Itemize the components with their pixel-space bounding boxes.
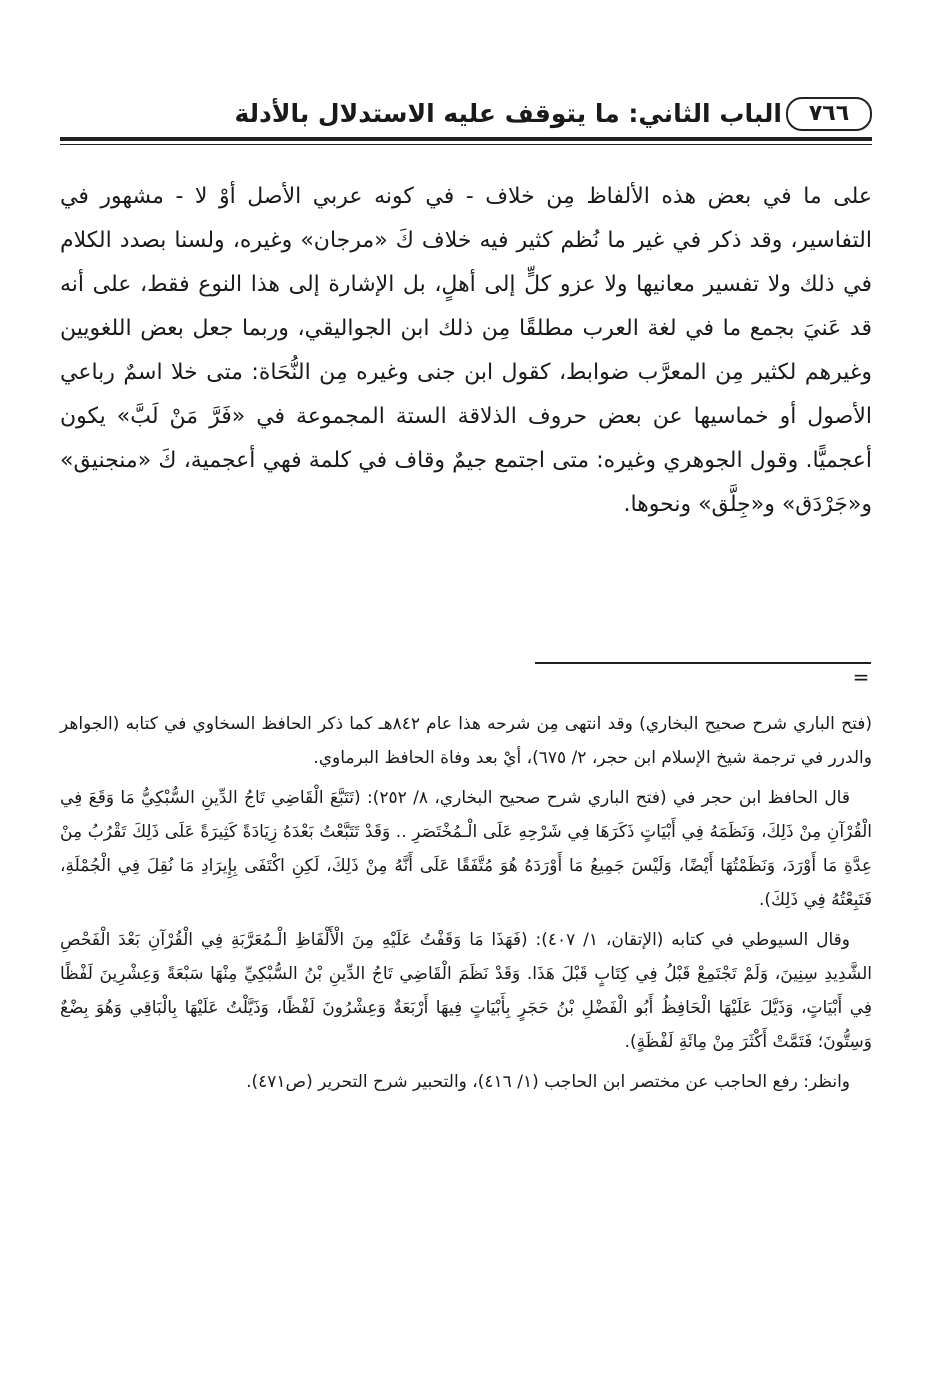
footnote-paragraph: (فتح الباري شرح صحيح البخاري) وقد انتهى مِن شرحه هذا عام ٨٤٢هـ كما ذكر الحافظ السخاوي في كتابه (الجواهر والدرر في ترجمة شيخ الإسلام ابن حجر، ٢/ ٦٧٥)، أيْ بعد وفاة الحافظ البرماوي. [60, 714, 872, 768]
footnote-paragraph: وقال السيوطي في كتابه (الإتقان، ١/ ٤٠٧): (فَهَذَا مَا وَقَفْتُ عَلَيْهِ مِنَ الْأَلْفَاظِ الْـمُعَرَّبَةِ فِي الْقُرْآنِ بَعْدَ الْفَحْصِ الشَّدِيدِ سِنِينَ، وَلَمْ تَجْتَمِعْ قَبْلُ فِي كِتَابٍ قَبْلَ هَذَا. وَقَدْ نَظَمَ الْقَاضِي تَاجُ الدِّينِ بْنُ السُّبْكِيِّ مِنْهَا سَبْعَةً وَعِشْرِينَ لَفْظًا فِي أَبْيَاتٍ، وَذَيَّلَ عَلَيْهَا الْحَافِظُ أَبُو الْفَضْلِ بْنُ حَجَرٍ بِأَبْيَاتٍ فِيهَا أَرْبَعَةٌ وَعِشْرُونَ لَفْظًا، وَذَيَّلْتُ عَلَيْهَا بِالْبَاقِي وَهُوَ بِضْعٌ وَسِتُّونَ؛ فَتَمَّتْ أَكْثَرَ مِنْ مِائَةِ لَفْظَةٍ). [60, 930, 872, 1052]
page-header [60, 95, 872, 145]
footnote-separator [535, 662, 871, 664]
footnote-paragraph: قال الحافظ ابن حجر في (فتح الباري شرح صحيح البخاري، ٨/ ٢٥٢): (تَتَبَّعَ الْقَاضِي تَاجُ الدِّينِ السُّبْكِيُّ مَا وَقَعَ فِي الْقُرْآنِ مِنْ ذَلِكَ، وَنَظَمَهُ فِي أَبْيَاتٍ ذَكَرَهَا فِي شَرْحِهِ عَلَى الْـمُخْتَصَرِ .. وَقَدْ تَتَبَّعْتُ بَعْدَهُ زِيَادَةً كَثِيرَةً عَلَى ذَلِكَ تَقْرُبُ مِنْ عِدَّةِ مَا أَوْرَدَ، وَنَظَمْتُهَا أَيْضًا، وَلَيْسَ جَمِيعُ مَا أَوْرَدَهُ هُوَ مُتَّفَقًا عَلَى أَنَّهُ مِنْ ذَلِكَ، لَكِنِ اكْتَفَى بِإِيرَادِ مَا نُقِلَ فِي الْجُمْلَةِ، فَتَبِعْتُهُ فِي ذَلِكَ). [60, 788, 872, 910]
main-paragraph: على ما في بعض هذه الألفاظ مِن خلاف - في كونه عربي الأصل أوْ لا - مشهور في التفاسير، وقد ذكر في غير ما نُظم كثير فيه خلاف كَ «مرجان» وغيره، ولسنا بصدد الكلام في ذلك ولا تفسير معانيها ولا عزو كلٍّ إلى أهلٍ، بل الإشارة إلى هذا النوع فقط، على أنه قد عَنيَ بجمع ما في لغة العرب مطلقًا مِن ذلك ابن الجواليقي، وربما جعل بعض اللغويين وغيرهم لكثير مِن المعرَّب ضوابط، كقول ابن جنى وغيره مِن النُّحَاة: متى خلا اسمٌ رباعي الأصول أو خماسيها عن بعض حروف الذلاقة الستة المجموعة في «فَرَّ مَنْ لَبَّ» يكون أعجميًّا. وقول الجوهري وغيره: متى اجتمع جيمٌ وقاف في كلمة فهي أعجمية، كَ «منجنيق» و«جَرْدَق» و«جِلَّق» ونحوها. [60, 184, 872, 517]
header-rule [60, 137, 872, 141]
footnote-continuation-marker: = [852, 665, 870, 689]
header-rule-thin [60, 144, 872, 145]
footnote-paragraph: وانظر: رفع الحاجب عن مختصر ابن الحاجب (١/ ٤١٦)، والتحبير شرح التحرير (ص٤٧١). [246, 1072, 850, 1092]
chapter-title: الباب الثاني: ما يتوقف عليه الاستدلال بالأدلة [234, 99, 782, 128]
page-number: ٧٦٦ [786, 97, 872, 131]
footnotes [60, 707, 872, 1105]
